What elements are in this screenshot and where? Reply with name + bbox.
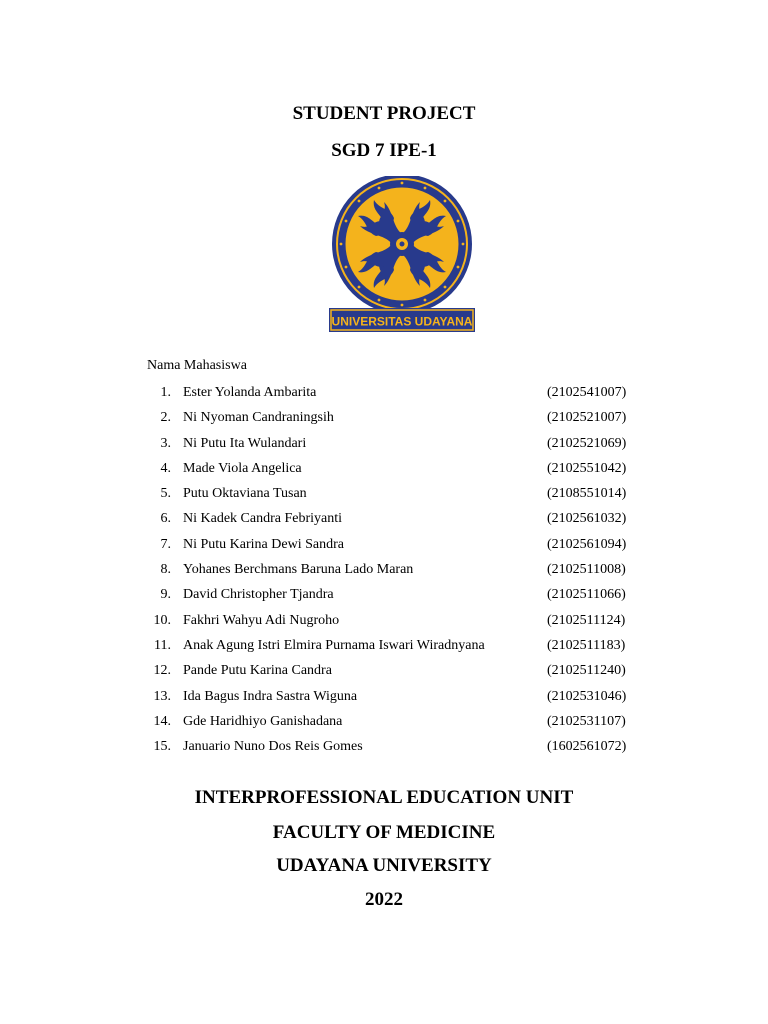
year: 2022: [365, 889, 403, 910]
list-item: [147, 380, 647, 405]
student-name: Ester Yolanda Ambarita: [183, 385, 317, 400]
list-item: [147, 582, 647, 607]
student-id: (2102521069): [547, 435, 627, 451]
student-number: 11.: [154, 637, 171, 653]
student-list-label: Nama Mahasiswa: [147, 358, 247, 373]
student-id: (2102511183): [547, 637, 626, 653]
university-logo: [327, 176, 477, 336]
student-number: 10.: [153, 612, 171, 628]
student-id: (2102551042): [547, 460, 627, 476]
student-id: (2108551014): [547, 486, 627, 502]
student-id: (2102511124): [547, 612, 626, 628]
student-name: Ni Putu Ita Wulandari: [183, 435, 307, 451]
student-number: 1.: [160, 385, 171, 400]
list-item: [147, 684, 647, 709]
student-list: [147, 380, 647, 759]
student-id: (2102531046): [547, 688, 627, 704]
unit-name: INTERPROFESSIONAL EDUCATION UNIT: [194, 787, 574, 808]
student-name: Januario Nuno Dos Reis Gomes: [183, 739, 363, 755]
student-name: Putu Oktaviana Tusan: [183, 486, 307, 502]
student-number: 13.: [153, 688, 171, 704]
logo-banner-text: UNIVERSITAS UDAYANA: [331, 314, 473, 329]
student-name: Fakhri Wahyu Adi Nugroho: [183, 612, 340, 628]
emblem-icon: [332, 176, 472, 314]
list-item: [147, 431, 647, 456]
list-item: [147, 658, 647, 683]
university-name: UDAYANA UNIVERSITY: [276, 855, 492, 876]
list-item: [147, 608, 647, 633]
list-item: [147, 405, 647, 430]
student-id: (2102521007): [547, 410, 627, 426]
student-number: 5.: [160, 486, 171, 502]
list-item: [147, 481, 647, 506]
student-number: 2.: [160, 410, 171, 426]
student-name: Ni Putu Karina Dewi Sandra: [183, 536, 344, 552]
student-number: 6.: [160, 511, 171, 527]
student-number: 9.: [160, 587, 171, 603]
student-id: (2102511008): [547, 562, 626, 578]
student-name: Ni Nyoman Candraningsih: [183, 410, 334, 426]
student-number: 14.: [153, 713, 171, 729]
student-number: 3.: [160, 435, 171, 451]
student-name: Yohanes Berchmans Baruna Lado Maran: [183, 562, 414, 578]
list-item: [147, 456, 647, 481]
student-name: Anak Agung Istri Elmira Purnama Iswari Wiradnyana: [183, 637, 485, 653]
student-number: 15.: [153, 739, 171, 755]
list-item: [147, 734, 647, 759]
student-number: 4.: [160, 460, 171, 476]
logo-banner: [329, 308, 475, 332]
student-number: 7.: [160, 536, 171, 552]
student-name: Pande Putu Karina Candra: [183, 663, 332, 679]
student-name: David Christopher Tjandra: [183, 587, 334, 603]
student-name: Ni Kadek Candra Febriyanti: [183, 511, 343, 527]
student-name: Gde Haridhiyo Ganishadana: [183, 713, 343, 729]
faculty-name: FACULTY OF MEDICINE: [272, 822, 496, 843]
student-id: (1602561072): [547, 739, 627, 755]
student-id: (2102561094): [547, 536, 627, 552]
list-item: [147, 633, 647, 658]
student-name: Ida Bagus Indra Sastra Wiguna: [183, 688, 358, 704]
list-item: [147, 532, 647, 557]
student-id: (2102511066): [547, 587, 626, 603]
student-name: Made Viola Angelica: [183, 460, 302, 476]
list-item: [147, 557, 647, 582]
student-id: (2102561032): [547, 511, 627, 527]
student-id: (2102531107): [547, 713, 626, 729]
student-number: 8.: [160, 562, 171, 578]
page-title: STUDENT PROJECT: [292, 103, 476, 124]
student-id: (2102541007): [547, 385, 627, 400]
page-subtitle: SGD 7 IPE-1: [331, 140, 437, 161]
student-id: (2102511240): [547, 663, 626, 679]
list-item: [147, 709, 647, 734]
student-number: 12.: [153, 663, 171, 679]
list-item: [147, 506, 647, 531]
